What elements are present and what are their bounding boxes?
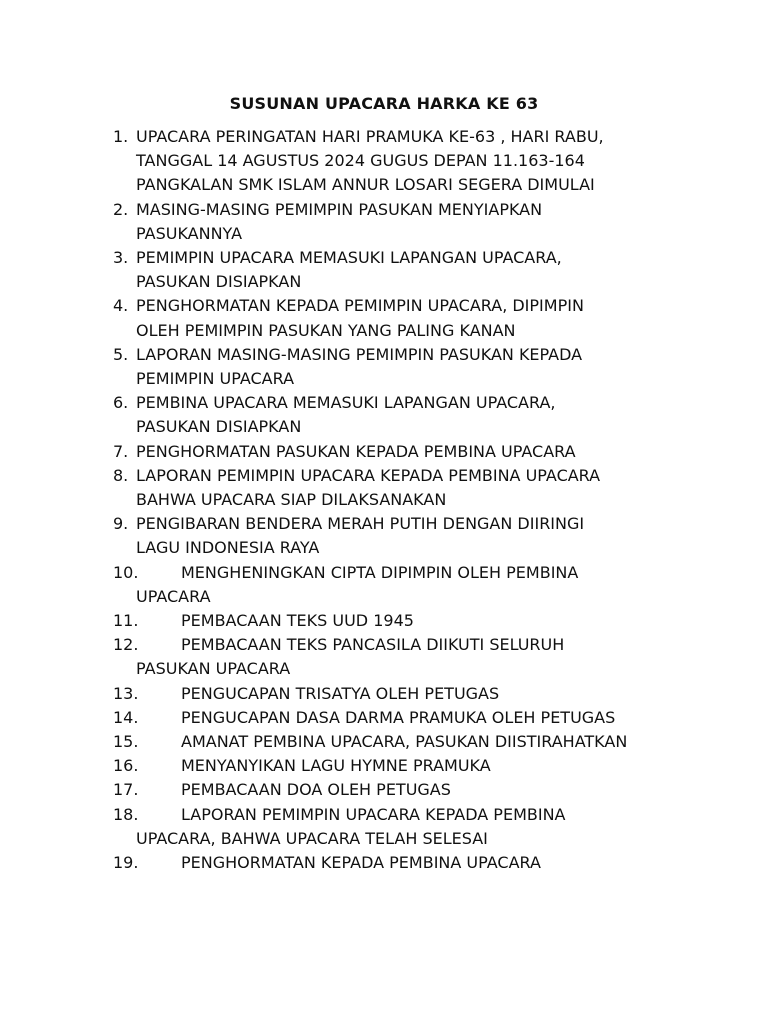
agenda-item-number: 4.	[113, 296, 129, 316]
agenda-item-text-line: PEMBACAAN TEKS PANCASILA DIIKUTI SELURUH	[181, 635, 565, 655]
agenda-item-text-line: UPACARA	[136, 586, 211, 606]
agenda-item-number: 1.	[113, 127, 129, 146]
agenda-item-text-line: PEMBACAAN TEKS UUD 1945	[181, 611, 414, 631]
agenda-item-text-line: OLEH PEMIMPIN PASUKAN YANG PALING KANAN	[136, 320, 516, 340]
agenda-item-number: 11.	[113, 611, 139, 631]
agenda-item-number: 13.	[113, 683, 139, 703]
agenda-item	[113, 730, 733, 754]
agenda-item-text-line: PASUKAN DISIAPKAN	[136, 417, 302, 437]
agenda-item-text-line: PENGHORMATAN KEPADA PEMBINA UPACARA	[181, 853, 541, 873]
agenda-item	[113, 561, 733, 609]
agenda-item-text-line: LAGU INDONESIA RAYA	[136, 538, 320, 558]
agenda-item-text-line: PENGHORMATAN PASUKAN KEPADA PEMBINA UPACARA	[136, 441, 576, 461]
agenda-item-text-line: UPACARA, BAHWA UPACARA TELAH SELESAI	[136, 828, 488, 848]
agenda-item-text-line: PENGUCAPAN TRISATYA OLEH PETUGAS	[181, 683, 500, 703]
agenda-item-number: 5.	[113, 344, 129, 364]
agenda-item	[113, 851, 733, 875]
agenda-item-text-line: LAPORAN MASING-MASING PEMIMPIN PASUKAN KEPADA	[136, 344, 583, 364]
agenda-item-number: 10.	[113, 562, 139, 582]
agenda-item	[113, 754, 733, 778]
agenda-item-text-line: PANGKALAN SMK ISLAM ANNUR LOSARI SEGERA DIMULAI	[136, 175, 595, 195]
agenda-item-text-line: PENGUCAPAN DASA DARMA PRAMUKA OLEH PETUGAS	[181, 707, 616, 727]
agenda-list	[113, 125, 733, 875]
agenda-item-text-line: LAPORAN PEMIMPIN UPACARA KEPADA PEMBINA	[181, 804, 566, 824]
agenda-item	[113, 246, 733, 294]
agenda-item-text-line: AMANAT PEMBINA UPACARA, PASUKAN DIISTIRAHATKAN	[181, 732, 628, 752]
agenda-item-text-line: MASING-MASING PEMIMPIN PASUKAN MENYIAPKAN	[136, 199, 543, 219]
agenda-item	[113, 294, 733, 342]
agenda-item-number: 17.	[113, 780, 139, 800]
agenda-item-text-line: MENYANYIKAN LAGU HYMNE PRAMUKA	[181, 756, 491, 776]
agenda-item-number: 9.	[113, 514, 129, 534]
agenda-item-text-line: PENGHORMATAN KEPADA PEMIMPIN UPACARA, DIPIMPIN	[136, 296, 584, 316]
agenda-item-text-line: PEMIMPIN UPACARA MEMASUKI LAPANGAN UPACARA,	[136, 248, 562, 268]
agenda-item-number: 12.	[113, 635, 139, 655]
agenda-item	[113, 803, 733, 851]
agenda-item-number: 15.	[113, 732, 139, 752]
agenda-item-number: 2.	[113, 199, 129, 219]
agenda-item	[113, 440, 733, 464]
agenda-item	[113, 778, 733, 802]
agenda-item	[113, 609, 733, 633]
agenda-item-text-line: PEMBINA UPACARA MEMASUKI LAPANGAN UPACARA,	[136, 393, 556, 413]
agenda-item-text-line: PEMIMPIN UPACARA	[136, 369, 295, 389]
agenda-item-text-line: BAHWA UPACARA SIAP DILAKSANAKAN	[136, 490, 447, 510]
agenda-item-number: 19.	[113, 853, 139, 873]
agenda-item-text-line: PASUKAN DISIAPKAN	[136, 272, 302, 292]
agenda-item	[113, 464, 733, 512]
agenda-item-text-line: MENGHENINGKAN CIPTA DIPIMPIN OLEH PEMBINA	[181, 562, 579, 582]
agenda-item-number: 7.	[113, 441, 129, 461]
agenda-item	[113, 512, 733, 560]
agenda-item-text-line: TANGGAL 14 AGUSTUS 2024 GUGUS DEPAN 11.163-164	[136, 151, 585, 171]
agenda-item-number: 8.	[113, 465, 129, 485]
agenda-item-text-line: PASUKAN UPACARA	[136, 659, 291, 679]
agenda-item	[113, 391, 733, 439]
agenda-item	[113, 633, 733, 681]
agenda-item	[113, 706, 733, 730]
agenda-item-number: 14.	[113, 707, 139, 727]
agenda-item-text-line: PASUKANNYA	[136, 223, 243, 243]
agenda-item-number: 3.	[113, 248, 129, 268]
agenda-item-number: 16.	[113, 756, 139, 776]
agenda-item-number: 18.	[113, 804, 139, 824]
agenda-item-text-line: UPACARA PERINGATAN HARI PRAMUKA KE-63 , HARI RABU,	[136, 127, 604, 146]
agenda-item-text-line: LAPORAN PEMIMPIN UPACARA KEPADA PEMBINA UPACARA	[136, 465, 601, 485]
agenda-item	[113, 125, 733, 198]
agenda-item-text-line: PENGIBARAN BENDERA MERAH PUTIH DENGAN DIIRINGI	[136, 514, 585, 534]
agenda-item-number: 6.	[113, 393, 129, 413]
agenda-item-text-line: PEMBACAAN DOA OLEH PETUGAS	[181, 780, 451, 800]
agenda-item	[113, 682, 733, 706]
document-title: SUSUNAN UPACARA HARKA KE 63	[229, 94, 539, 113]
agenda-item	[113, 198, 733, 246]
agenda-item	[113, 343, 733, 391]
